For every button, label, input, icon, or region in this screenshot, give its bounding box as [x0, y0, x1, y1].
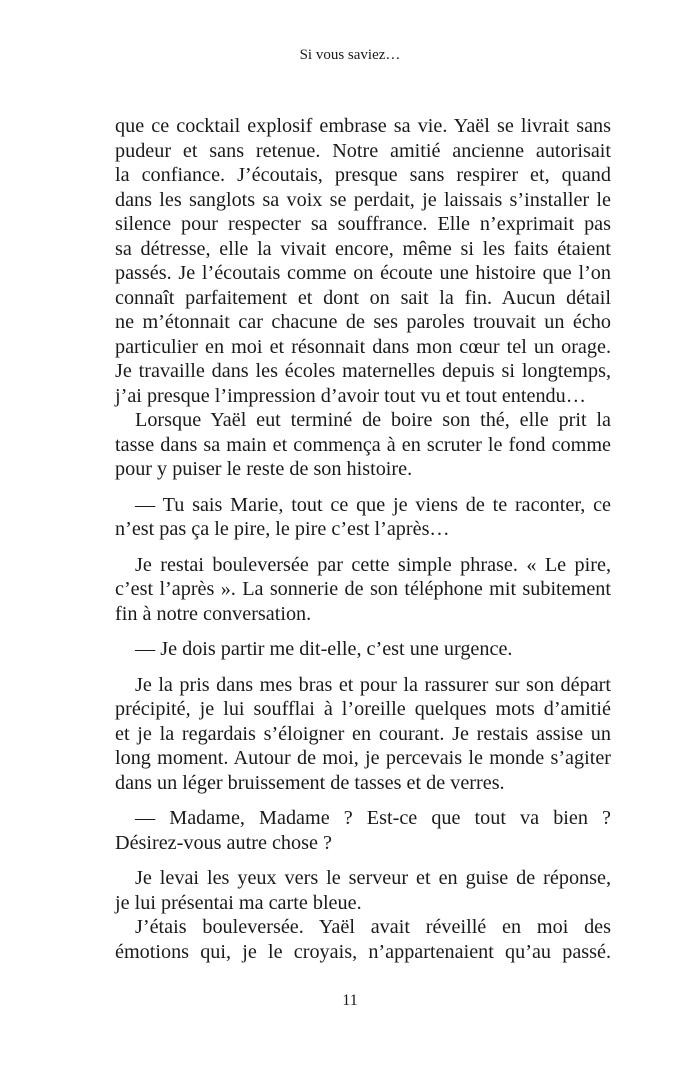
text-line: — Madame, Madame ? Est-ce que tout va bien ?	[135, 807, 611, 829]
paragraph	[115, 915, 611, 964]
text-line: particulier en moi et résonnait dans mon cœur tel un orage.	[115, 335, 611, 358]
text-line: passés. Je l’écoutais comme on écoute une histoire que l’on	[115, 262, 611, 284]
text-line: je lui présentai ma carte bleue.	[115, 891, 362, 914]
text-line: pour y puiser le reste de son histoire.	[115, 458, 413, 480]
text-line: Désirez-vous autre chose ?	[115, 831, 332, 854]
text-line: n’est pas ça le pire, le pire c’est l’après…	[115, 518, 450, 540]
text-line: silence pour respecter sa souffrance. Elle n’exprimait pas	[115, 213, 611, 235]
text-line: pudeur et sans retenue. Notre amitié ancienne autorisait	[115, 139, 611, 162]
text-line: dans un léger bruissement de tasses et de verres.	[115, 771, 505, 794]
text-line: — Tu sais Marie, tout ce que je viens de te raconter, ce	[135, 493, 611, 516]
text-line: Je levai les yeux vers le serveur et en guise de réponse,	[135, 867, 611, 889]
page-number: 11	[342, 992, 358, 1009]
text-line: long moment. Autour de moi, je percevais le monde s’agiter	[115, 747, 611, 769]
text-line: précipité, je lui soufflai à l’oreille quelques mots d’amitié	[115, 698, 611, 720]
text-line: fin à notre conversation.	[115, 602, 312, 625]
text-line: — Je dois partir me dit-elle, c’est une urgence.	[135, 638, 513, 660]
paragraph	[115, 114, 611, 408]
text-line: j’ai presque l’impression d’avoir tout vu et tout entendu…	[115, 384, 586, 407]
text-line: J’étais bouleversée. Yaël avait réveillé en moi des	[135, 916, 611, 938]
text-line: émotions qui, je le croyais, n’appartenaient qu’au passé.	[115, 940, 611, 963]
text-line: Je restai bouleversée par cette simple phrase. « Le pire,	[135, 553, 611, 576]
text-line: Je la pris dans mes bras et pour la rassurer sur son départ	[135, 673, 611, 696]
running-head: Si vous saviez…	[299, 47, 401, 63]
text-line: que ce cocktail explosif embrase sa vie. Yaël se livrait sans	[115, 115, 611, 137]
paragraph	[115, 866, 611, 915]
paragraph	[115, 553, 611, 627]
paragraph	[115, 493, 611, 542]
paragraph	[115, 408, 611, 482]
paragraph	[115, 673, 611, 796]
text-line: connaît parfaitement et dont on sait la fin. Aucun détail	[115, 286, 611, 309]
text-line: Lorsque Yaël eut terminé de boire son thé, elle prit la	[135, 409, 611, 431]
text-line: dans les sanglots sa voix se perdait, je laissais s’installer le	[115, 188, 611, 211]
paragraph	[115, 806, 611, 855]
text-line: Je travaille dans les écoles maternelles depuis si longtemps,	[115, 360, 611, 382]
text-line: et je la regardais s’éloigner en courant. Je restais assise un	[115, 722, 611, 745]
text-line: la confiance. J’écoutais, presque sans respirer et, quand	[115, 164, 611, 186]
text-line: tasse dans sa main et commença à en scruter le fond comme	[115, 433, 611, 456]
body-text	[115, 114, 611, 964]
paragraph	[115, 637, 611, 662]
text-line: sa détresse, elle la vivait encore, même si les faits étaient	[115, 237, 611, 260]
text-line: c’est l’après ». La sonnerie de son téléphone mit subitement	[115, 578, 611, 600]
text-line: ne m’étonnait car chacune de ses paroles trouvait un écho	[115, 311, 611, 333]
